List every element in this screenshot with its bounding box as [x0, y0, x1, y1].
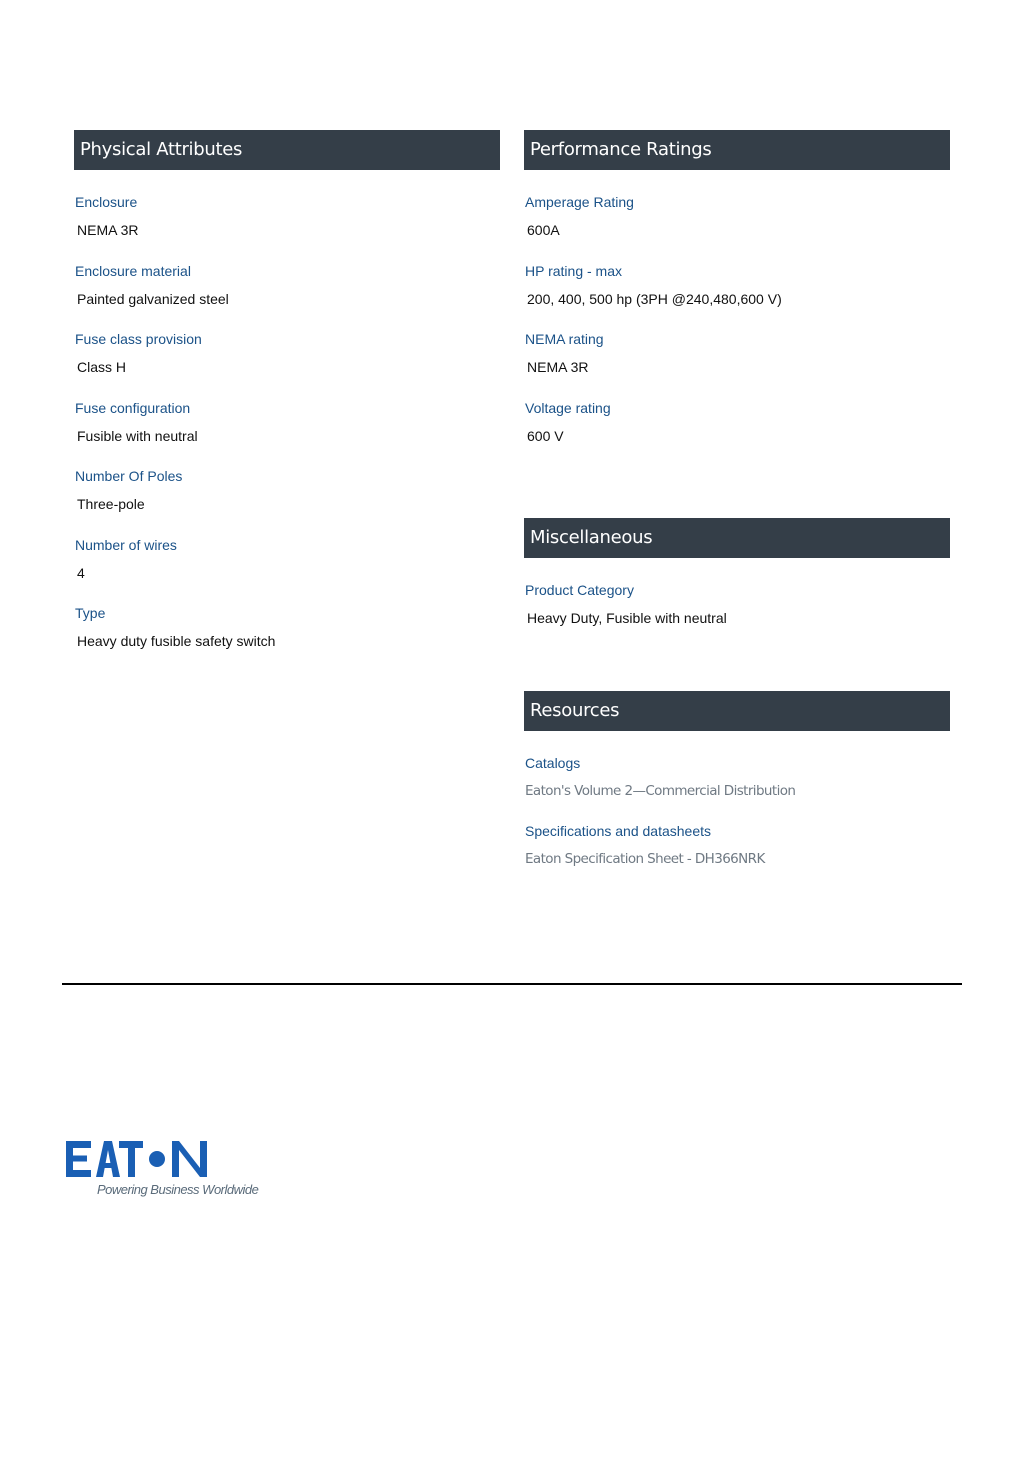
attr-label: Fuse class provision: [75, 331, 202, 347]
attr-label: Amperage Rating: [525, 194, 634, 210]
attr-label: Catalogs: [525, 754, 581, 771]
miscellaneous-section: [524, 518, 950, 651]
attr-value: Heavy Duty, Fusible with neutral: [527, 610, 727, 626]
attr-value: Fusible with neutral: [77, 427, 198, 444]
attr-value: Heavy duty fusible safety switch: [77, 633, 276, 649]
eaton-wordmark: [66, 1138, 266, 1178]
attr-label: NEMA rating: [525, 331, 604, 347]
attr-label: Number Of Poles: [75, 468, 183, 484]
eaton-tagline: Powering Business Worldwide: [97, 1182, 259, 1197]
attr-enclosure-material: [74, 263, 500, 332]
attr-label: Fuse configuration: [75, 399, 191, 416]
attr-product-category: [524, 582, 950, 651]
attr-value: 4: [77, 564, 85, 581]
attr-enclosure: [74, 194, 500, 263]
attr-label: Specifications and datasheets: [525, 823, 712, 839]
attr-number-of-poles: [74, 468, 500, 537]
resources-section: [524, 691, 950, 892]
attr-fuse-configuration: [74, 400, 500, 469]
right-column: [524, 130, 950, 892]
attr-value: NEMA 3R: [77, 222, 139, 238]
spec-sheet-link[interactable]: Eaton Specification Sheet - DH366NRK: [525, 851, 765, 867]
attr-label: Enclosure material: [75, 262, 191, 279]
attr-nema-rating: [524, 331, 950, 400]
attr-value: 200, 400, 500 hp (3PH @240,480,600 V): [527, 290, 782, 307]
eaton-logo: [66, 1138, 266, 1208]
attr-value: Painted galvanized steel: [77, 290, 229, 307]
attr-label: Voltage rating: [525, 399, 611, 416]
eaton-wordmark-graphic: [66, 1138, 212, 1178]
attr-value: Three-pole: [77, 496, 145, 512]
attr-value: NEMA 3R: [527, 359, 589, 375]
attr-number-of-wires: [74, 537, 500, 606]
performance-ratings-section: [524, 130, 950, 468]
performance-ratings-header: Performance Ratings: [524, 130, 950, 170]
attr-label: Type: [75, 605, 106, 621]
attr-label: HP rating - max: [525, 262, 622, 279]
attr-value: 600A: [527, 222, 560, 238]
attr-fuse-class-provision: [74, 331, 500, 400]
resource-specifications: [524, 823, 950, 892]
resources-header: Resources: [524, 691, 950, 731]
physical-attributes-header: Physical Attributes: [74, 130, 500, 170]
attr-label: Number of wires: [75, 536, 177, 553]
miscellaneous-header: Miscellaneous: [524, 518, 950, 558]
resource-catalogs: [524, 755, 950, 824]
attr-label: Product Category: [525, 582, 634, 598]
catalog-link[interactable]: Eaton's Volume 2—Commercial Distribution: [525, 782, 796, 799]
attr-hp-rating-max: [524, 263, 950, 332]
left-column: [74, 130, 500, 674]
physical-attributes-section: [74, 130, 500, 674]
attr-value: Class H: [77, 359, 127, 375]
attr-amperage-rating: [524, 194, 950, 263]
attr-voltage-rating: [524, 400, 950, 469]
attr-type: [74, 605, 500, 674]
attr-value: 600 V: [527, 427, 564, 444]
footer-divider: [62, 983, 962, 985]
attr-label: Enclosure: [75, 194, 138, 210]
